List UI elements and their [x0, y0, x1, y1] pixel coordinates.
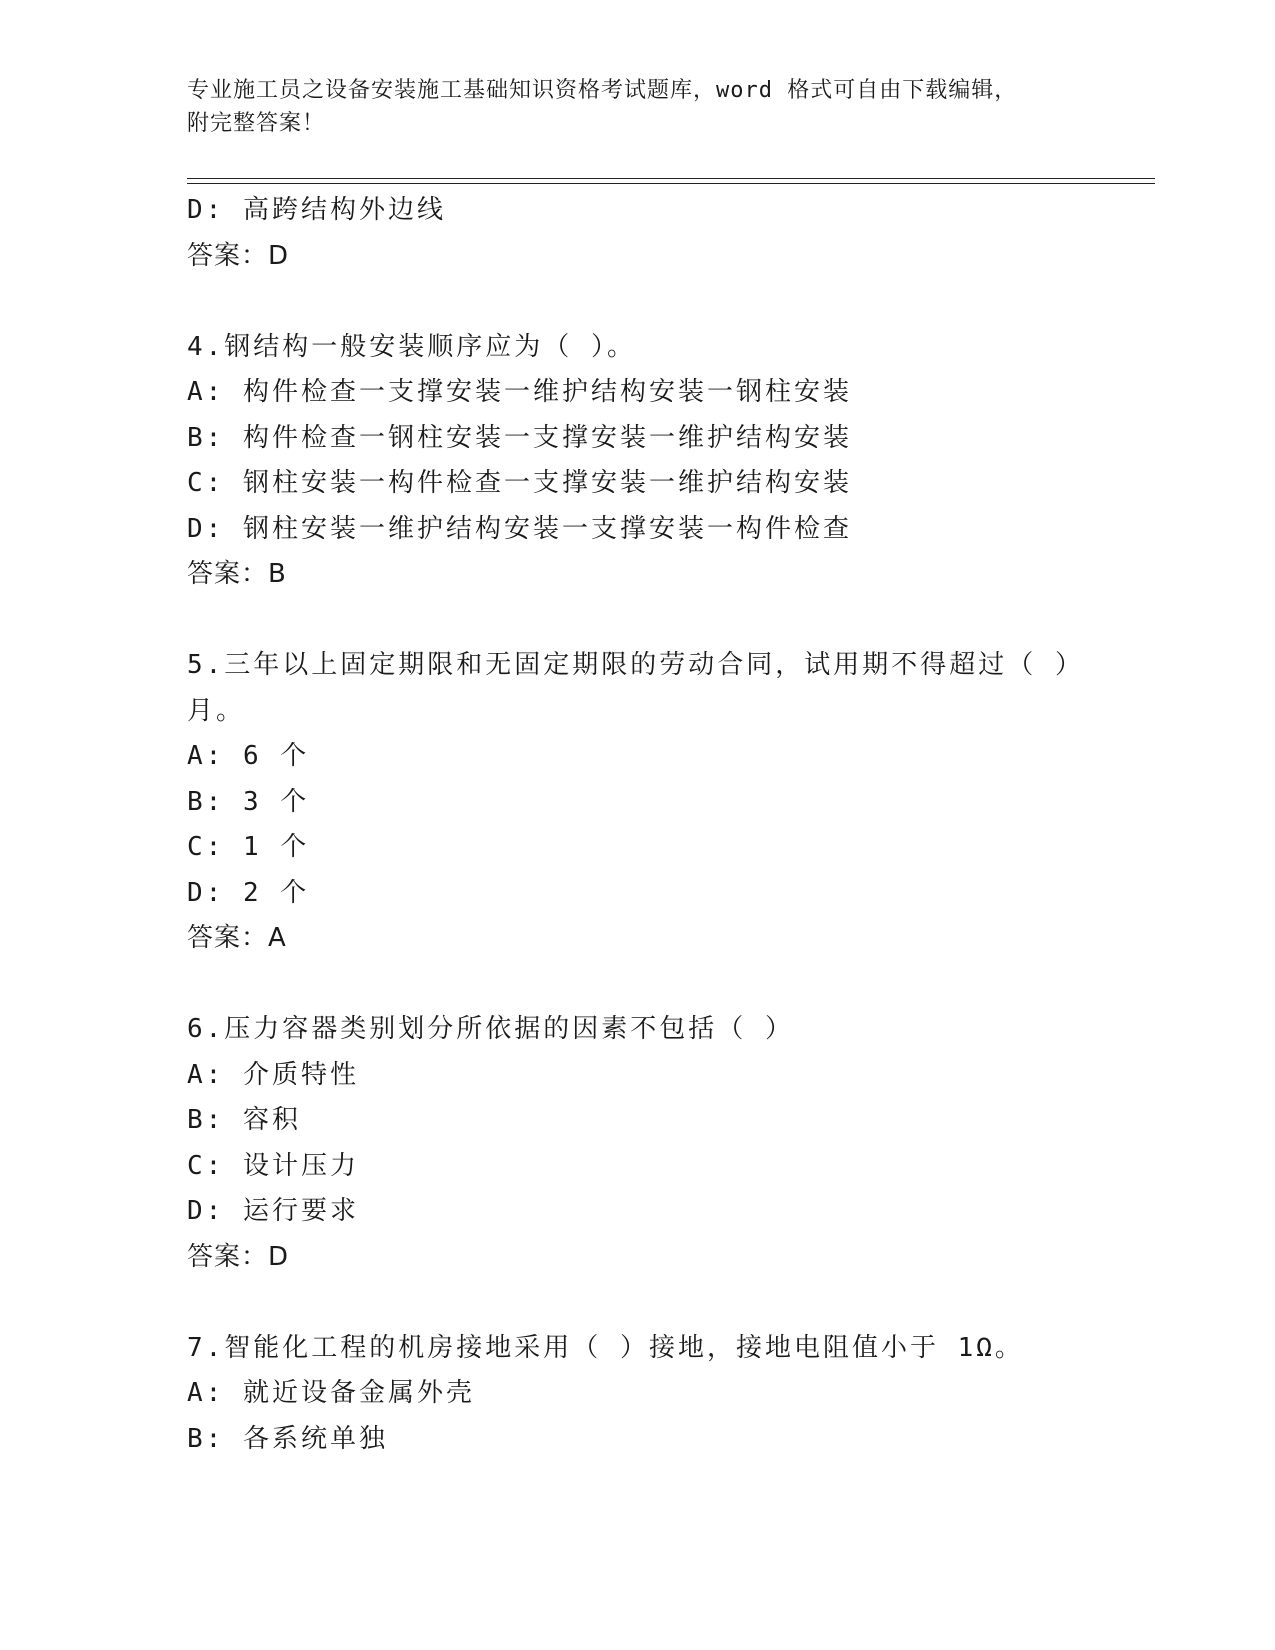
q4-stem: 4.钢结构一般安装顺序应为（ ）。 [187, 331, 636, 362]
q5-option-a: A: 6 个 [187, 741, 310, 771]
q4-option-b: B: 构件检查一钢柱安装一支撑安装一维护结构安装 [187, 422, 852, 453]
document-header [187, 74, 1087, 140]
q4-answer: 答案：B [187, 559, 287, 589]
q4-option-d: D: 钢柱安装一维护结构安装一支撑安装一构件检查 [187, 513, 852, 544]
q5-answer: 答案：A [187, 923, 287, 953]
q5-stem-line-2: 月。 [187, 695, 246, 726]
q3-option-d: D: 高跨结构外边线 [187, 195, 446, 225]
q5-option-c: C: 1 个 [187, 832, 310, 862]
q5-option-b: B: 3 个 [187, 786, 310, 817]
q3-answer: 答案：D [187, 240, 290, 271]
q6-option-d: D: 运行要求 [187, 1196, 359, 1226]
question-list [187, 188, 1087, 1462]
q4-option-a: A: 构件检查一支撑安装一维护结构安装一钢柱安装 [187, 377, 852, 407]
q5-stem-line-1: 5.三年以上固定期限和无固定期限的劳动合同，试用期不得超过（ ） [187, 650, 1084, 680]
spacer [187, 1280, 1087, 1326]
q4-option-c: C: 钢柱安装一构件检查一支撑安装一维护结构安装 [187, 468, 852, 498]
q6-option-c: C: 设计压力 [187, 1150, 359, 1181]
q6-option-a: A: 介质特性 [187, 1059, 359, 1090]
q7-option-a: A: 就近设备金属外壳 [187, 1378, 475, 1408]
q6-answer: 答案：D [187, 1241, 290, 1272]
header-divider-top [187, 178, 1155, 179]
q6-option-b: B: 容积 [187, 1105, 301, 1135]
spacer [187, 598, 1087, 644]
spacer [187, 279, 1087, 325]
q7-stem: 7.智能化工程的机房接地采用（ ）接地，接地电阻值小于 1Ω。 [187, 1332, 1024, 1363]
header-line-1: 专业施工员之设备安装施工基础知识资格考试题库，word 格式可自由下载编辑， [187, 78, 1018, 103]
q6-stem: 6.压力容器类别划分所依据的因素不包括（ ） [187, 1014, 794, 1044]
q5-option-d: D: 2 个 [187, 877, 310, 908]
spacer [187, 962, 1087, 1008]
header-line-2: 附完整答案！ [187, 111, 326, 136]
header-divider-bottom [187, 183, 1155, 184]
q7-option-b: B: 各系统单独 [187, 1423, 388, 1454]
